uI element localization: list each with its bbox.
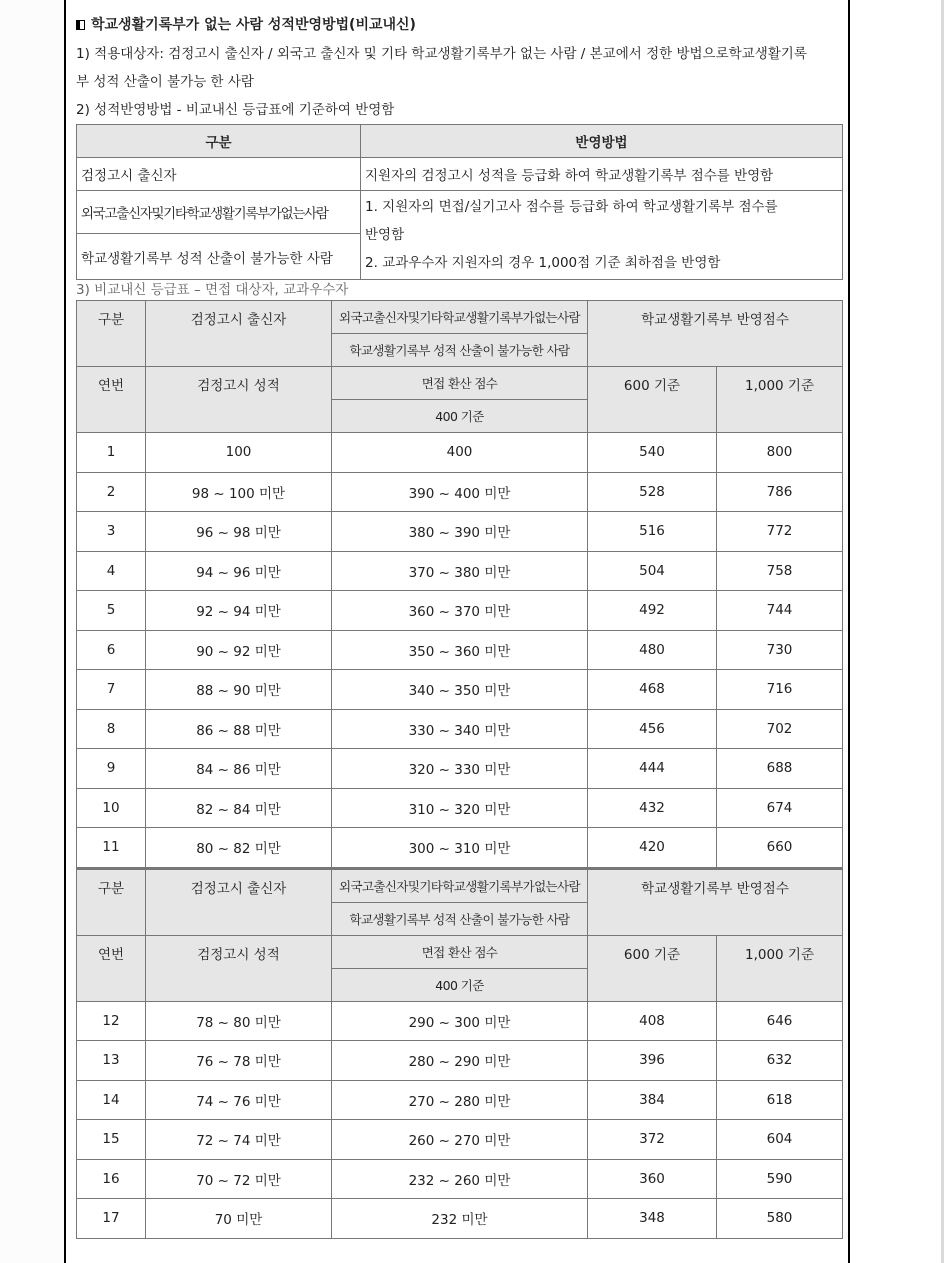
header-ged-score: 검정고시 성적	[146, 367, 332, 433]
cell-score-1000: 800	[717, 433, 843, 473]
cell-interview-score: 232 ~ 260 미만	[332, 1159, 588, 1199]
cell-ged-score: 94 ~ 96 미만	[146, 551, 332, 591]
header-category: 구분	[77, 125, 361, 158]
method-table	[76, 124, 843, 280]
cell-ged-score: 84 ~ 86 미만	[146, 749, 332, 789]
header-foreign: 외국고출신자및기타학교생활기록부가없는사람	[332, 301, 588, 334]
cell-score-1000: 674	[717, 788, 843, 828]
cell-score-600: 432	[588, 788, 717, 828]
cell-score-600: 468	[588, 670, 717, 710]
paragraph-grade-table: 3) 비교내신 등급표 – 면접 대상자, 교과우수자	[76, 282, 349, 298]
cell-interview-score: 260 ~ 270 미만	[332, 1120, 588, 1160]
paragraph-target: 1) 적용대상자: 검정고시 출신자 / 외국고 출신자 및 기타 학교생활기록부가 없는 사람 / 본교에서 정한 방법으로학교생활기록	[76, 46, 807, 62]
table-row	[77, 709, 843, 749]
cell-score-600: 528	[588, 472, 717, 512]
header-record-score: 학교생활기록부 반영점수	[588, 868, 843, 935]
header-category: 구분	[77, 868, 146, 935]
cell-score-600: 372	[588, 1120, 717, 1160]
cell-ged-score: 88 ~ 90 미만	[146, 670, 332, 710]
cell-ged-score: 70 미만	[146, 1199, 332, 1239]
header-interview-score: 면접 환산 점수	[332, 367, 588, 400]
row-category: 검정고시 출신자	[77, 158, 361, 191]
header-base-600: 600 기준	[588, 367, 717, 433]
header-foreign: 외국고출신자및기타학교생활기록부가없는사람	[332, 868, 588, 902]
cell-score-600: 492	[588, 591, 717, 631]
header-base-600: 600 기준	[588, 935, 717, 1001]
cell-seq: 1	[77, 433, 146, 473]
table-row	[77, 1120, 843, 1160]
grade-header-row	[77, 367, 843, 400]
cell-seq: 10	[77, 788, 146, 828]
row-category: 외국고출신자및기타학교생활기록부가없는사람	[77, 191, 361, 234]
header-base-1000: 1,000 기준	[717, 935, 843, 1001]
header-category: 구분	[77, 301, 146, 367]
cell-ged-score: 72 ~ 74 미만	[146, 1120, 332, 1160]
left-gutter	[0, 0, 64, 1263]
cell-score-1000: 702	[717, 709, 843, 749]
cell-score-1000: 716	[717, 670, 843, 710]
cell-interview-score: 330 ~ 340 미만	[332, 709, 588, 749]
cell-seq: 9	[77, 749, 146, 789]
cell-score-1000: 580	[717, 1199, 843, 1239]
cell-interview-score: 310 ~ 320 미만	[332, 788, 588, 828]
header-seq: 연번	[77, 367, 146, 433]
cell-score-600: 456	[588, 709, 717, 749]
method-line: 2. 교과우수자 지원자의 경우 1,000점 기준 최하점을 반영함	[365, 255, 721, 271]
cell-ged-score: 96 ~ 98 미만	[146, 512, 332, 552]
header-base-400: 400 기준	[332, 400, 588, 433]
row-category: 학교생활기록부 성적 산출이 불가능한 사람	[77, 234, 361, 280]
table-row	[77, 512, 843, 552]
table-row	[77, 591, 843, 631]
cell-ged-score: 80 ~ 82 미만	[146, 828, 332, 869]
cell-seq: 3	[77, 512, 146, 552]
cell-seq: 8	[77, 709, 146, 749]
cell-score-1000: 688	[717, 749, 843, 789]
header-ged: 검정고시 출신자	[146, 301, 332, 367]
cell-seq: 15	[77, 1120, 146, 1160]
cell-ged-score: 74 ~ 76 미만	[146, 1080, 332, 1120]
table-row	[77, 788, 843, 828]
header-unavailable: 학교생활기록부 성적 산출이 불가능한 사람	[332, 334, 588, 367]
grade-table	[76, 300, 843, 1239]
cell-seq: 5	[77, 591, 146, 631]
cell-ged-score: 92 ~ 94 미만	[146, 591, 332, 631]
cell-seq: 4	[77, 551, 146, 591]
table-row	[77, 630, 843, 670]
header-seq: 연번	[77, 935, 146, 1001]
method-table-header	[77, 125, 843, 158]
cell-score-600: 360	[588, 1159, 717, 1199]
cell-ged-score: 82 ~ 84 미만	[146, 788, 332, 828]
cell-interview-score: 320 ~ 330 미만	[332, 749, 588, 789]
cell-score-600: 504	[588, 551, 717, 591]
row-method: 지원자의 검정고시 성적을 등급화 하여 학교생활기록부 점수를 반영함	[361, 158, 843, 191]
cell-score-1000: 632	[717, 1041, 843, 1081]
cell-score-600: 516	[588, 512, 717, 552]
grade-header-row	[77, 301, 843, 334]
table-row	[77, 1001, 843, 1041]
cell-interview-score: 380 ~ 390 미만	[332, 512, 588, 552]
row-method-shared	[361, 191, 843, 280]
cell-score-1000: 730	[717, 630, 843, 670]
cell-score-1000: 646	[717, 1001, 843, 1041]
cell-seq: 6	[77, 630, 146, 670]
cell-score-600: 480	[588, 630, 717, 670]
header-method: 반영방법	[361, 125, 843, 158]
cell-ged-score: 76 ~ 78 미만	[146, 1041, 332, 1081]
cell-seq: 7	[77, 670, 146, 710]
table-row	[77, 828, 843, 869]
cell-score-600: 396	[588, 1041, 717, 1081]
table-row	[77, 1041, 843, 1081]
half-filled-square-icon	[76, 20, 85, 30]
cell-seq: 14	[77, 1080, 146, 1120]
cell-score-1000: 604	[717, 1120, 843, 1160]
header-ged-score: 검정고시 성적	[146, 935, 332, 1001]
cell-interview-score: 390 ~ 400 미만	[332, 472, 588, 512]
document-page	[64, 0, 850, 1263]
cell-score-600: 540	[588, 433, 717, 473]
grade-header-row	[77, 868, 843, 902]
table-row	[77, 1080, 843, 1120]
cell-ged-score: 70 ~ 72 미만	[146, 1159, 332, 1199]
header-ged: 검정고시 출신자	[146, 868, 332, 935]
table-row	[77, 433, 843, 473]
table-row	[77, 191, 843, 234]
table-row	[77, 1159, 843, 1199]
table-row	[77, 551, 843, 591]
cell-seq: 11	[77, 828, 146, 869]
cell-ged-score: 86 ~ 88 미만	[146, 709, 332, 749]
grade-header-row	[77, 935, 843, 968]
cell-seq: 2	[77, 472, 146, 512]
section-title	[76, 12, 843, 40]
cell-score-1000: 772	[717, 512, 843, 552]
header-base-1000: 1,000 기준	[717, 367, 843, 433]
cell-score-600: 384	[588, 1080, 717, 1120]
cell-interview-score: 270 ~ 280 미만	[332, 1080, 588, 1120]
cell-score-1000: 590	[717, 1159, 843, 1199]
header-record-score: 학교생활기록부 반영점수	[588, 301, 843, 367]
cell-score-600: 348	[588, 1199, 717, 1239]
cell-interview-score: 280 ~ 290 미만	[332, 1041, 588, 1081]
cell-score-600: 420	[588, 828, 717, 869]
table-row	[77, 158, 843, 191]
cell-seq: 16	[77, 1159, 146, 1199]
document-content	[76, 12, 843, 1239]
section-title-text: 학교생활기록부가 없는 사람 성적반영방법(비교내신)	[91, 17, 416, 33]
cell-ged-score: 78 ~ 80 미만	[146, 1001, 332, 1041]
table-row	[77, 670, 843, 710]
cell-seq: 13	[77, 1041, 146, 1081]
header-unavailable: 학교생활기록부 성적 산출이 불가능한 사람	[332, 902, 588, 935]
cell-interview-score: 400	[332, 433, 588, 473]
cell-seq: 17	[77, 1199, 146, 1239]
cell-interview-score: 350 ~ 360 미만	[332, 630, 588, 670]
table-row	[77, 749, 843, 789]
cell-interview-score: 360 ~ 370 미만	[332, 591, 588, 631]
header-base-400: 400 기준	[332, 968, 588, 1001]
cell-interview-score: 300 ~ 310 미만	[332, 828, 588, 869]
cell-score-1000: 660	[717, 828, 843, 869]
cell-score-1000: 758	[717, 551, 843, 591]
header-interview-score: 면접 환산 점수	[332, 935, 588, 968]
cell-interview-score: 340 ~ 350 미만	[332, 670, 588, 710]
cell-score-600: 444	[588, 749, 717, 789]
method-line: 반영함	[365, 227, 405, 243]
cell-ged-score: 98 ~ 100 미만	[146, 472, 332, 512]
cell-score-1000: 744	[717, 591, 843, 631]
cell-score-1000: 618	[717, 1080, 843, 1120]
cell-interview-score: 290 ~ 300 미만	[332, 1001, 588, 1041]
cell-score-600: 408	[588, 1001, 717, 1041]
cell-seq: 12	[77, 1001, 146, 1041]
cell-interview-score: 232 미만	[332, 1199, 588, 1239]
table-row	[77, 1199, 843, 1239]
cell-ged-score: 100	[146, 433, 332, 473]
paragraph-target-cont: 부 성적 산출이 불가능 한 사람	[76, 74, 254, 90]
cell-interview-score: 370 ~ 380 미만	[332, 551, 588, 591]
cell-score-1000: 786	[717, 472, 843, 512]
paragraph-method: 2) 성적반영방법 - 비교내신 등급표에 기준하여 반영함	[76, 102, 395, 118]
cell-ged-score: 90 ~ 92 미만	[146, 630, 332, 670]
table-row	[77, 472, 843, 512]
method-line: 1. 지원자의 면접/실기고사 점수를 등급화 하여 학교생활기록부 점수를	[365, 199, 778, 215]
